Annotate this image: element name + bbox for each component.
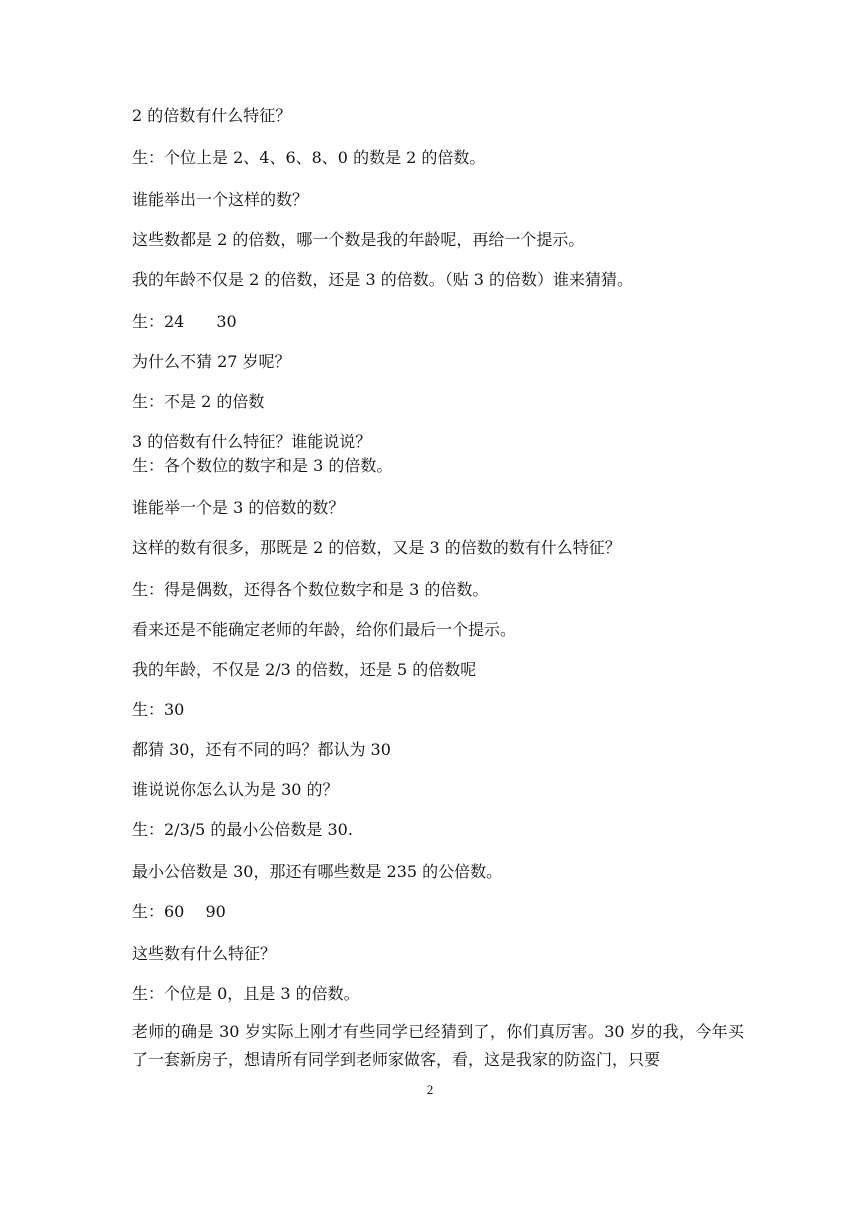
text-line: 生：个位是 0，且是 3 的倍数。 [132,984,360,1003]
page-number: 2 [426,1082,434,1097]
text-line: 我的年龄，不仅是 2/3 的倍数，还是 5 的倍数呢 [132,660,477,679]
text-line: 这些数都是 2 的倍数，哪一个数是我的年龄呢，再给一个提示。 [132,230,585,249]
text-line: 生：个位上是 2、4、6、8、0 的数是 2 的倍数。 [132,148,486,167]
text-line: 2 的倍数有什么特征？ [132,106,292,125]
text-line: 我的年龄不仅是 2 的倍数，还是 3 的倍数。（贴 3 的倍数）谁来猜猜。 [132,270,634,289]
text-line: 生：得是偶数，还得各个数位数字和是 3 的倍数。 [132,580,489,599]
text-line: 谁能举一个是 3 的倍数的数？ [132,498,345,517]
text-line: 最小公倍数是 30，那还有哪些数是 235 的公倍数。 [132,862,503,881]
text-line: 生：2/3/5 的最小公倍数是 30. [132,820,353,839]
text-line: 3 的倍数有什么特征？谁能说说？ [132,432,372,451]
text-line: 谁能举出一个这样的数？ [132,190,309,209]
text-line: 生：不是 2 的倍数 [132,392,265,411]
text-line: 生：24 30 [132,312,237,331]
text-line: 生：30 [132,700,185,719]
text-line: 这些数有什么特征？ [132,944,277,963]
text-line: 看来还是不能确定老师的年龄，给你们最后一个提示。 [132,620,517,639]
final-paragraph: 老师的确是 30 岁实际上刚才有些同学已经猜到了，你们真厉害。30 岁的我，今年买了一套新房子，想请所有同学到老师家做客，看，这是我家的防盗门，只要 [132,1022,744,1069]
text-line: 为什么不猜 27 岁呢？ [132,352,291,371]
text-line: 这样的数有很多，那既是 2 的倍数，又是 3 的倍数的数有什么特征？ [132,538,621,557]
text-line: 生：各个数位的数字和是 3 的倍数。 [132,456,393,475]
text-line: 都猜 30，还有不同的吗？都认为 30 [132,740,391,759]
text-line: 谁说说你怎么认为是 30 的？ [132,780,339,799]
text-line: 生：60 90 [132,902,226,921]
